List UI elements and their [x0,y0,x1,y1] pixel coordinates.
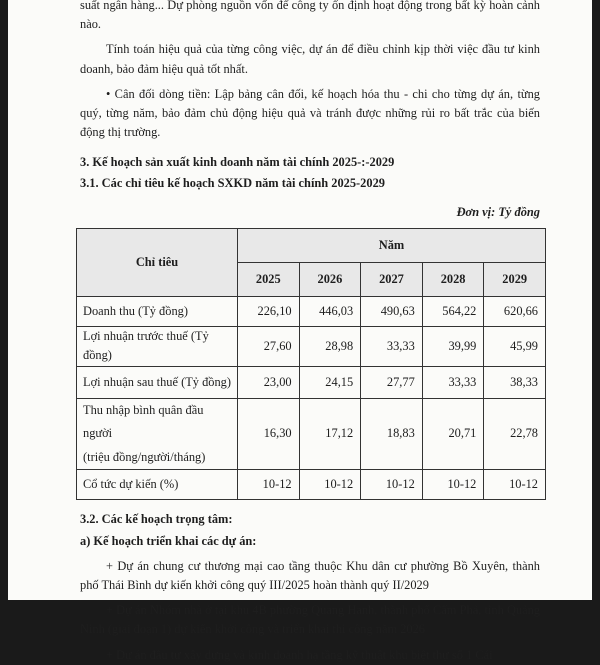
table-cell: 45,99 [484,327,546,366]
table-cell: 27,60 [238,327,300,366]
table-row [77,297,546,327]
table-cell: 226,10 [238,297,300,327]
table-cell: 10-12 [422,470,484,500]
row-label: Lợi nhuận sau thuế (Tỷ đồng) [77,366,238,398]
document-page [8,0,592,662]
header-year: Năm [238,229,546,263]
header-year-cell: 2025 [238,263,300,297]
table-cell: 22,78 [484,398,546,470]
table-cell: 27,77 [361,366,423,398]
paragraph-calc: Tính toán hiệu quả của từng công việc, dự án để điều chỉnh kịp thời việc đầu tư kinh doanh, bảo đảm hiệu quả tốt nhất. [80,42,540,76]
header-year-cell: 2026 [299,263,361,297]
row-label: Cổ tức dự kiến (%) [77,470,238,500]
table-cell: 28,98 [299,327,361,366]
table-cell: 564,22 [422,297,484,327]
table-cell: 18,83 [361,398,423,470]
table-cell: 16,30 [238,398,300,470]
header-indicator: Chỉ tiêu [77,229,238,297]
section-3-2-a-heading: a) Kế hoạch triển khai các dự án: [80,533,257,548]
unit-label: Đơn vị: Tỷ đồng [456,204,540,219]
table-cell: 38,33 [484,366,546,398]
table-cell: 33,33 [361,327,423,366]
paragraph-cashflow: • Cân đối dòng tiền: Lập bảng cân đối, kế hoạch hóa thu - chi cho từng dự án, từng quý, từng năm, bảo đảm chủ động hiệu quả và tránh được những rủi ro bất trắc của biến động thị trường. [80,86,540,140]
table-cell: 17,12 [299,398,361,470]
project-item: + Dự án Nhóm nhà ở tại khu 4B phường Quang Hanh, thành phố Cẩm Phả, tỉnh Quảng Ninh (giai đoạn 1) dự kiến khởi công và triển khai thi công năm 2026 [80,603,540,637]
project-item: + Dự án chung cư thương mại cao tầng thuộc Khu dân cư phường Bồ Xuyên, thành phố Thái Bình dự kiến khởi công quý III/2025 hoàn thành quý II/2029 [80,558,540,592]
row-label: Lợi nhuận trước thuế (Tỷ đồng) [77,327,238,366]
text-line-top: suất ngân hàng... Dự phòng nguồn vốn để công ty ổn định hoạt động trong bất kỳ hoàn cảnh nào. [80,0,540,32]
table-cell: 620,66 [484,297,546,327]
table-cell: 20,71 [422,398,484,470]
table-row [77,366,546,398]
section-3-1-heading: 3.1. Các chỉ tiêu kế hoạch SXKD năm tài chính 2025-2029 [80,175,385,190]
project-item: + Dự án đầu tư xây dựng và kinh doanh hạ tầng kỹ thuật khu biệt thự số 1 Cái [106,647,493,662]
table-row [77,470,546,500]
section-3-2-heading: 3.2. Các kế hoạch trọng tâm: [80,512,233,527]
header-year-cell: 2027 [361,263,423,297]
table-cell: 39,99 [422,327,484,366]
section-3-heading: 3. Kế hoạch sản xuất kinh doanh năm tài chính 2025-:-2029 [80,154,395,169]
table-row [77,327,546,366]
table-row [77,398,546,470]
table-cell: 10-12 [361,470,423,500]
table-cell: 24,15 [299,366,361,398]
plan-table [76,228,546,500]
table-cell: 23,00 [238,366,300,398]
row-label: Doanh thu (Tỷ đồng) [77,297,238,327]
document-content [80,0,540,665]
table-cell: 33,33 [422,366,484,398]
table-cell: 10-12 [484,470,546,500]
row-label [77,398,238,470]
row-label-line: (triệu đồng/người/tháng) [83,449,206,464]
row-label-line: Thu nhập bình quân đầu người [83,402,204,441]
header-year-cell: 2028 [422,263,484,297]
table-cell: 10-12 [238,470,300,500]
table-cell: 490,63 [361,297,423,327]
table-cell: 446,03 [299,297,361,327]
table-cell: 10-12 [299,470,361,500]
header-year-cell: 2029 [484,263,546,297]
